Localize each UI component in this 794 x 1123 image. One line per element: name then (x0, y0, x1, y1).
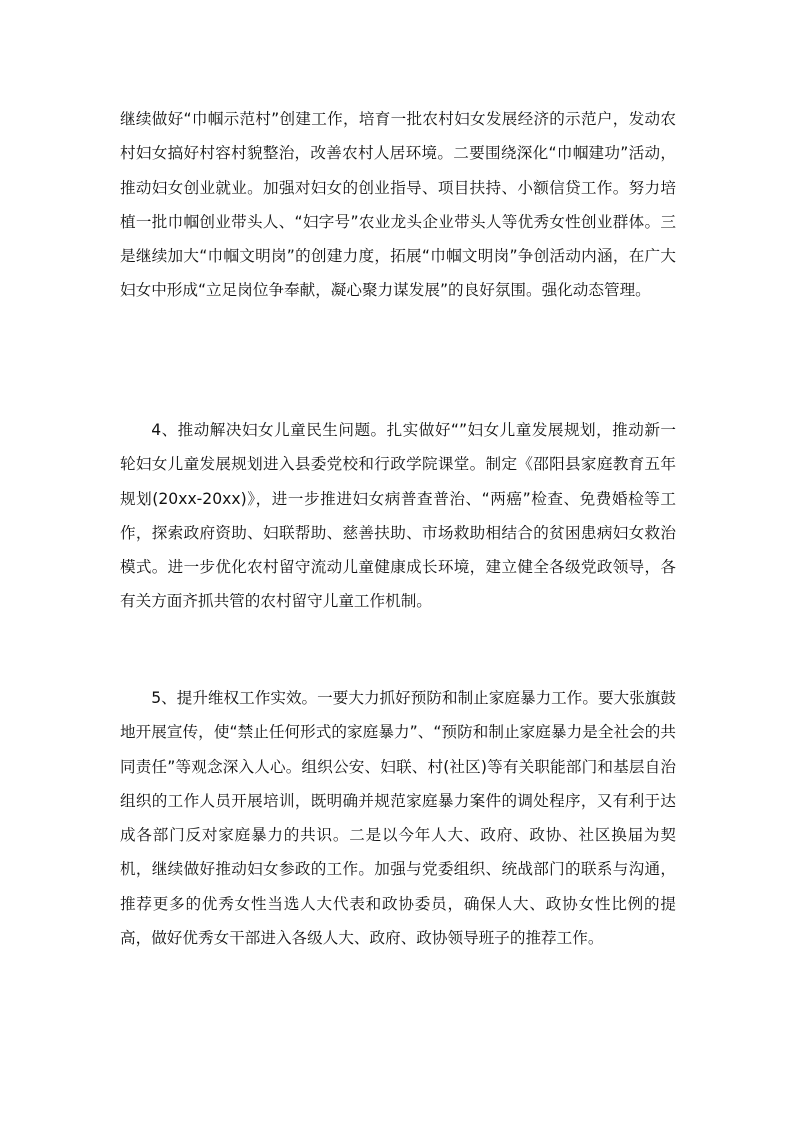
paragraph-women-demonstration-villages (120, 102, 676, 308)
paragraph-text: 继续做好“巾帼示范村”创建工作，培育一批农村妇女发展经济的示范户，发动农村妇女搞好村容村貌整治，改善农村人居环境。二要围绕深化“巾帼建功”活动，推动妇女创业就业。加强对妇女的创业指导、项目扶持、小额信贷工作。努力培植一批巾帼创业带头人、“妇字号”农业龙头企业带头人等优秀女性创业群体。三是继续加大“巾帼文明岗”的创建力度，拓展“巾帼文明岗”争创活动内涵，在广大妇女中形成“立足岗位争奉献，凝心聚力谋发展”的良好氛围。强化动态管理。 (120, 110, 676, 300)
paragraph-women-children-livelihood (120, 413, 676, 619)
paragraph-text: 4、推动解决妇女儿童民生问题。扎实做好“”妇女儿童发展规划，推动新一轮妇女儿童发展规划进入县委党校和行政学院课堂。制定《邵阳县家庭教育五年规划(20xx-20xx)》，进一步推进妇女病普查普治、“两癌”检查、免费婚检等工作，探索政府资助、妇联帮助、慈善扶助、市场救助相结合的贫困患病妇女救治模式。进一步优化农村留守流动儿童健康成长环境，建立健全各级党政领导，各有关方面齐抓共管的农村留守儿童工作机制。 (120, 421, 676, 611)
paragraph-rights-protection (120, 681, 676, 955)
paragraph-text: 5、提升维权工作实效。一要大力抓好预防和制止家庭暴力工作。要大张旗鼓地开展宣传，使“禁止任何形式的家庭暴力”、“预防和制止家庭暴力是全社会的共同责任”等观念深入人心。组织公安、妇联、村(社区)等有关职能部门和基层自治组织的工作人员开展培训，既明确并规范家庭暴力案件的调处程序，又有利于达成各部门反对家庭暴力的共识。二是以今年人大、政府、政协、社区换届为契机，继续做好推动妇女参政的工作。加强与党委组织、统战部门的联系与沟通，推荐更多的优秀女性当选人大代表和政协委员，确保人大、政协女性比例的提高，做好优秀女干部进入各级人大、政府、政协领导班子的推荐工作。 (120, 689, 676, 948)
